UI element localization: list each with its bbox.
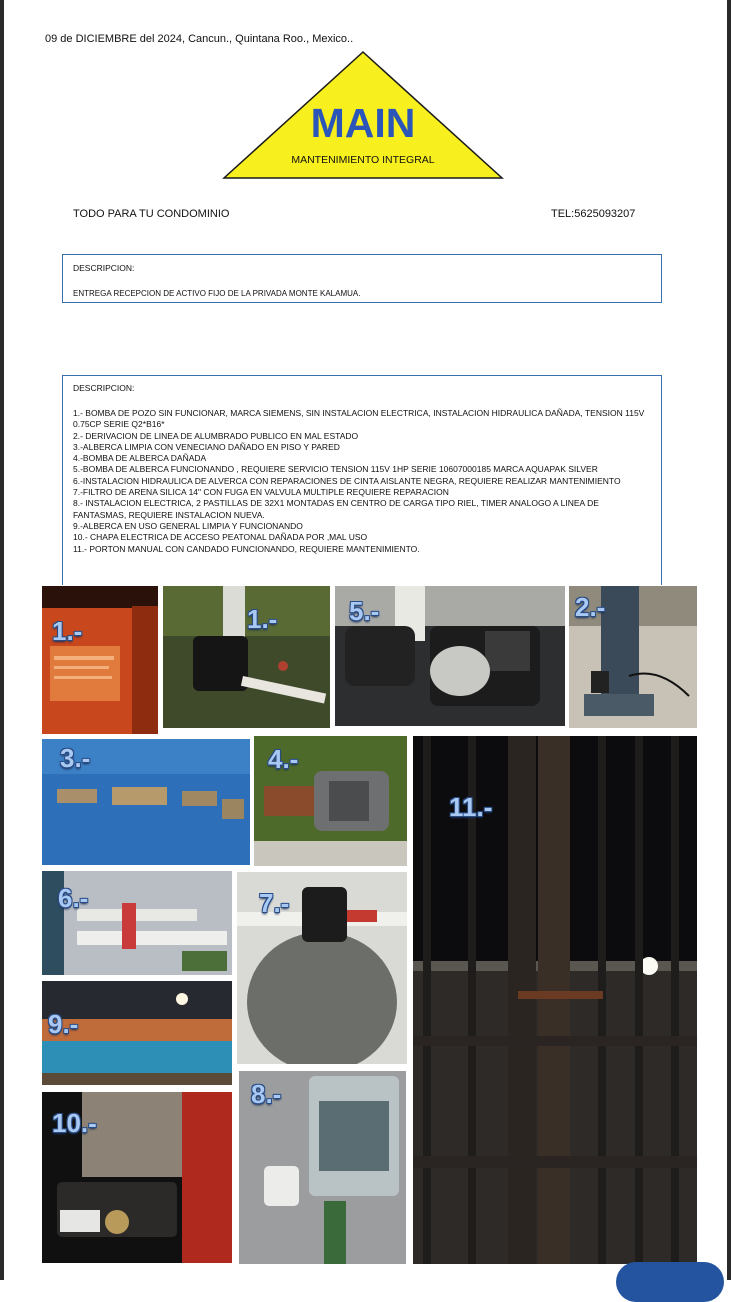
list-item: 8.- INSTALACION ELECTRICA, 2 PASTILLAS DE 32X1 MONTADAS EN CENTRO DE CARGA TIPO RIEL, TIMER ANALOGO A LINEA DE FANTASMAS, REQUIERE INSTALACION NUEVA.: [73, 498, 599, 520]
description-list: [73, 408, 653, 555]
list-item: 5.-BOMBA DE ALBERCA FUNCIONANDO , REQUIERE SERVICIO TENSION 115V 1HP SERIE 10607000185 MARCA AQUAPAK SILVER: [73, 464, 598, 475]
photo-pool-pump: [335, 586, 565, 726]
photo-manual-gate: [413, 736, 697, 1264]
photo-electrical-panel: [239, 1071, 406, 1264]
company-logo: [222, 50, 504, 180]
telephone: TEL:5625093207: [551, 208, 636, 220]
photo-damaged-pool-pump: [254, 736, 407, 866]
logo-subtitle: MANTENIMIENTO INTEGRAL: [291, 154, 435, 166]
description-heading: DESCRIPCION:: [73, 263, 135, 273]
description-box-2: [62, 375, 662, 585]
photo-pool-in-use: [42, 981, 232, 1085]
list-item: 11.- PORTON MANUAL CON CANDADO FUNCIONANDO, REQUIERE MANTENIMIENTO.: [73, 543, 420, 554]
description-box-1: [62, 254, 662, 303]
photo-sand-filter: [237, 872, 407, 1064]
photo-hydraulic-installation: [42, 871, 232, 975]
page-edge-left: [0, 0, 4, 1280]
photo-label: 1.-: [247, 604, 278, 634]
list-item: 9.-ALBERCA EN USO GENERAL LIMPIA Y FUNCIONANDO: [73, 520, 303, 531]
photo-label: 10.-: [52, 1108, 97, 1138]
photo-label: 5.-: [349, 596, 380, 626]
photo-label: 11.-: [449, 792, 493, 822]
photo-light-pole: [569, 586, 697, 728]
photo-label: 1.-: [52, 616, 83, 646]
photo-label: 7.-: [259, 888, 290, 918]
list-item: 3.-ALBERCA LIMPIA CON VENECIANO DAÑADO EN PISO Y PARED: [73, 441, 340, 452]
photo-label: 8.-: [251, 1079, 282, 1109]
tagline: TODO PARA TU CONDOMINIO: [73, 208, 230, 220]
list-item: 10.- CHAPA ELECTRICA DE ACCESO PEATONAL DAÑADA POR ,MAL USO: [73, 532, 368, 543]
description-heading: DESCRIPCION:: [73, 383, 135, 393]
list-item: 4.-BOMBA DE ALBERCA DAÑADA: [73, 453, 207, 464]
list-item: 2.- DERIVACION DE LINEA DE ALUMBRADO PUBLICO EN MAL ESTADO: [73, 430, 359, 441]
photo-electric-lock: [42, 1092, 232, 1263]
photo-well-pump-ground: [163, 586, 330, 728]
photo-label: 3.-: [60, 743, 91, 773]
logo-brand: MAIN: [310, 100, 416, 146]
photo-label: 2.-: [575, 592, 606, 622]
list-item: 7.-FILTRO DE ARENA SILICA 14" CON FUGA EN VALVULA MULTIPLE REQUIERE REPARACION: [73, 487, 449, 498]
date-line: 09 de DICIEMBRE del 2024, Cancun., Quintana Roo., Mexico..: [45, 33, 354, 45]
photo-label: 9.-: [48, 1009, 79, 1039]
corner-overlay: [616, 1262, 724, 1302]
photo-label: 6.-: [58, 883, 89, 913]
photo-well-pump-label: [42, 586, 158, 734]
list-item: 6.-INSTALACION HIDRAULICA DE ALVERCA CON REPARACIONES DE CINTA AISLANTE NEGRA, REQUIERE REALIZAR MANTENIMIENTO: [73, 475, 621, 486]
photo-pool-mosaic: [42, 739, 250, 865]
list-item: 1.- BOMBA DE POZO SIN FUNCIONAR, MARCA SIEMENS, SIN INSTALACION ELECTRICA, INSTALACION HIDRAULICA DAÑADA, TENSION 115V 0.75CP SERIE Q2*B16*: [73, 408, 645, 430]
photo-label: 4.-: [268, 744, 299, 774]
page-edge-right: [727, 0, 731, 1280]
description-text: ENTREGA RECEPCION DE ACTIVO FIJO DE LA PRIVADA MONTE KALAMUA.: [73, 289, 361, 298]
